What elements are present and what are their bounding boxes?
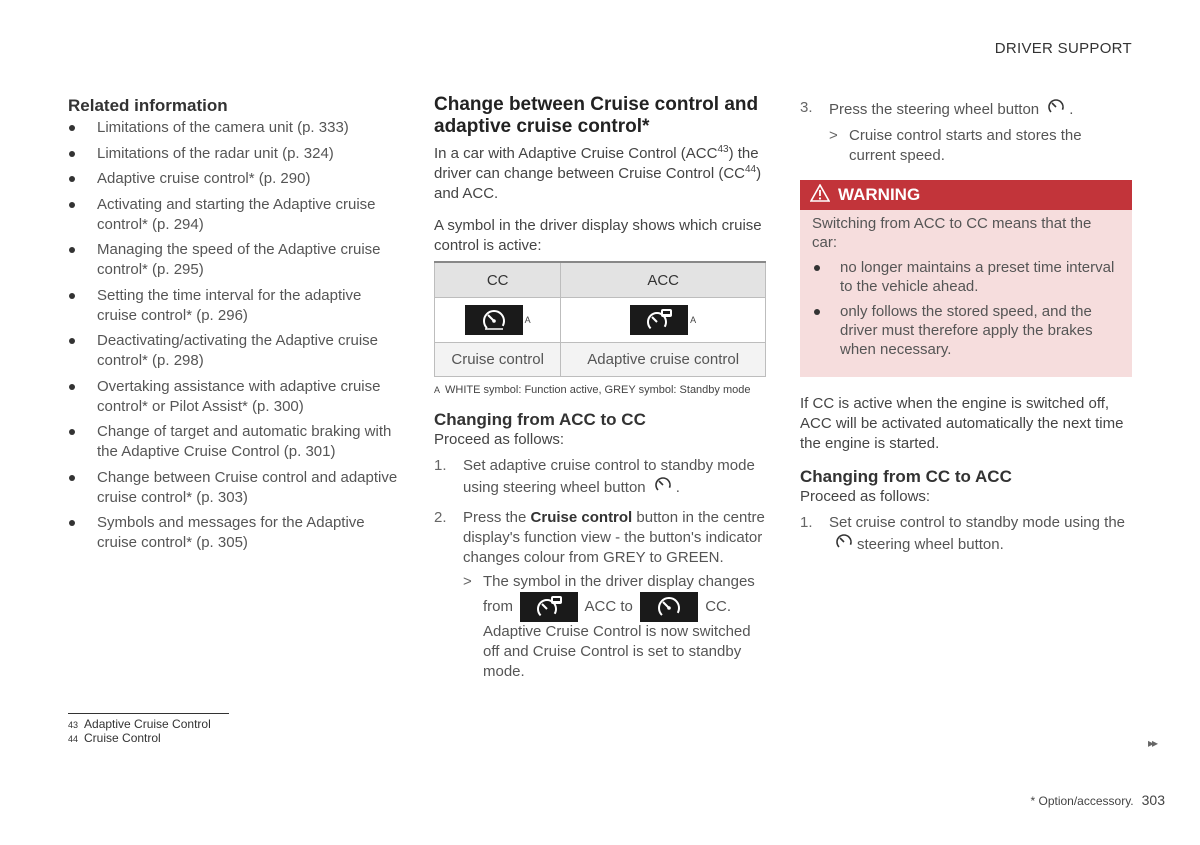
symbol-text: A symbol in the driver display shows which cruise control is active: <box>434 217 762 254</box>
related-link[interactable] <box>68 240 403 280</box>
section-title: DRIVER SUPPORT <box>994 40 1132 57</box>
bullet <box>69 176 75 182</box>
bullet <box>69 384 75 390</box>
related-link-label: Deactivating/activating the Adaptive cruise control* (p. 298) <box>97 332 378 369</box>
table-header-acc: ACC <box>561 262 766 298</box>
acc-to-cc-step-1: 1. Set adaptive cruise control to standby mode using steering wheel button . <box>434 456 768 500</box>
related-link[interactable] <box>68 169 403 189</box>
warning-list <box>812 258 1120 359</box>
cc-to-acc-step-1: 1. Set cruise control to standby mode using the steering wheel button. <box>800 513 1132 557</box>
cc-to-acc-steps <box>800 513 1132 557</box>
related-link-label: Overtaking assistance with adaptive cruise control* or Pilot Assist* (p. 300) <box>97 377 381 415</box>
step-3-item: 3. Press the steering wheel button . > Cruise control starts and stores the current speed. <box>800 98 1132 166</box>
bullet <box>69 293 75 299</box>
related-link[interactable] <box>68 144 403 164</box>
related-information <box>68 96 403 559</box>
footnote-rule <box>68 713 229 714</box>
bullet <box>69 475 75 481</box>
main-heading: Change between Cruise control and adaptive cruise control* <box>434 94 759 137</box>
acc-car-icon <box>630 305 688 335</box>
cc-to-acc-heading: Changing from CC to ACC <box>800 467 1012 486</box>
main-column <box>434 94 768 690</box>
related-link-label: Adaptive cruise control* (p. 290) <box>97 170 311 187</box>
speedometer-icon <box>640 592 698 622</box>
next-page-icon: ▸▸ <box>1148 736 1157 750</box>
right-column <box>800 98 1132 565</box>
bullet <box>814 265 820 271</box>
speedometer-icon <box>835 533 853 557</box>
bullet <box>69 520 75 526</box>
acc-label: Adaptive cruise control <box>561 343 766 377</box>
related-link[interactable] <box>68 422 403 462</box>
related-link[interactable] <box>68 513 403 553</box>
footnote-43: 43 Adaptive Cruise Control <box>68 717 211 731</box>
acc-symbol-cell: A <box>561 298 766 343</box>
acc-to-cc-result: > The symbol in the driver display changes from ACC to CC. Adaptive Cruise Control is now switched off and Cruise Control is set to standby mode. <box>463 573 755 680</box>
warning-body <box>800 210 1132 377</box>
speedometer-icon <box>465 305 523 335</box>
step-3 <box>800 98 1132 166</box>
cc-symbol-cell: A <box>435 298 561 343</box>
footnote-44: 44 Cruise Control <box>68 731 161 745</box>
related-title: Related information <box>68 96 228 115</box>
acc-to-cc-step-2: 2. Press the Cruise control button in the centre display's function view - the button's indicator changes colour from GREY to GREEN. > The symbol in the driver display changes from ACC to CC. Adaptive Cruise Control is now switched off and Cruise Control is set to standby mode. <box>434 508 768 682</box>
related-list <box>68 118 403 553</box>
acc-to-cc-steps <box>434 456 768 682</box>
engine-note: If CC is active when the engine is switched off, ACC will be activated automatically the next time the engine is started. <box>800 395 1124 452</box>
related-link-label: Change between Cruise control and adaptive cruise control* (p. 303) <box>97 468 398 506</box>
table-header-cc: CC <box>435 262 561 298</box>
related-link[interactable] <box>68 118 403 138</box>
speedometer-icon <box>1047 98 1065 122</box>
related-link[interactable] <box>68 195 403 235</box>
related-link[interactable] <box>68 331 403 371</box>
warning-item: only follows the stored speed, and the driver must therefore apply the brakes when necessary. <box>812 302 1120 359</box>
page-number: 303 <box>1141 792 1165 808</box>
related-link-label: Setting the time interval for the adaptive cruise control* (p. 296) <box>97 286 362 324</box>
related-link-label: Activating and starting the Adaptive cruise control* (p. 294) <box>97 195 376 233</box>
bullet <box>69 125 75 131</box>
speedometer-icon <box>654 476 672 500</box>
related-link[interactable] <box>68 286 403 326</box>
step-3-result: > Cruise control starts and stores the current speed. <box>829 127 1082 164</box>
related-link[interactable] <box>68 377 403 417</box>
related-link-label: Limitations of the radar unit (p. 324) <box>97 144 334 162</box>
bullet <box>69 338 75 344</box>
bullet <box>69 247 75 253</box>
acc-to-cc-heading: Changing from ACC to CC <box>434 410 646 429</box>
warning-header: WARNING <box>800 180 1132 210</box>
cc-to-acc-proceed: Proceed as follows: <box>800 488 931 505</box>
warning-item: no longer maintains a preset time interval to the vehicle ahead. <box>812 258 1120 296</box>
intro-paragraph: In a car with Adaptive Cruise Control (ACC$^{43}$) the driver can change between Cruise Control (CC$^{44}$) and ACC. <box>434 144 762 202</box>
acc-to-cc-proceed: Proceed as follows: <box>434 431 565 448</box>
cc-label: Cruise control <box>435 343 561 377</box>
warning-triangle-icon <box>810 184 830 207</box>
warning-intro: Switching from ACC to CC means that the car: <box>812 215 1092 251</box>
bullet <box>69 151 75 157</box>
bullet <box>69 202 75 208</box>
bullet <box>69 429 75 435</box>
related-link[interactable] <box>68 468 403 508</box>
related-link-label: Managing the speed of the Adaptive cruise control* (p. 295) <box>97 241 381 278</box>
table-footnote: A WHITE symbol: Function active, GREY symbol: Standby mode <box>434 384 751 396</box>
related-link-label: Change of target and automatic braking with the Adaptive Cruise Control (p. 301) <box>97 423 392 460</box>
related-link-label: Limitations of the camera unit (p. 333) <box>97 119 349 136</box>
acc-car-icon <box>520 592 578 622</box>
warning-box <box>800 180 1132 377</box>
bullet <box>814 309 820 315</box>
related-link-label: Symbols and messages for the Adaptive cruise control* (p. 305) <box>97 514 365 551</box>
symbol-table <box>434 261 766 377</box>
page-footer: * Option/accessory. 303 <box>1030 792 1165 808</box>
